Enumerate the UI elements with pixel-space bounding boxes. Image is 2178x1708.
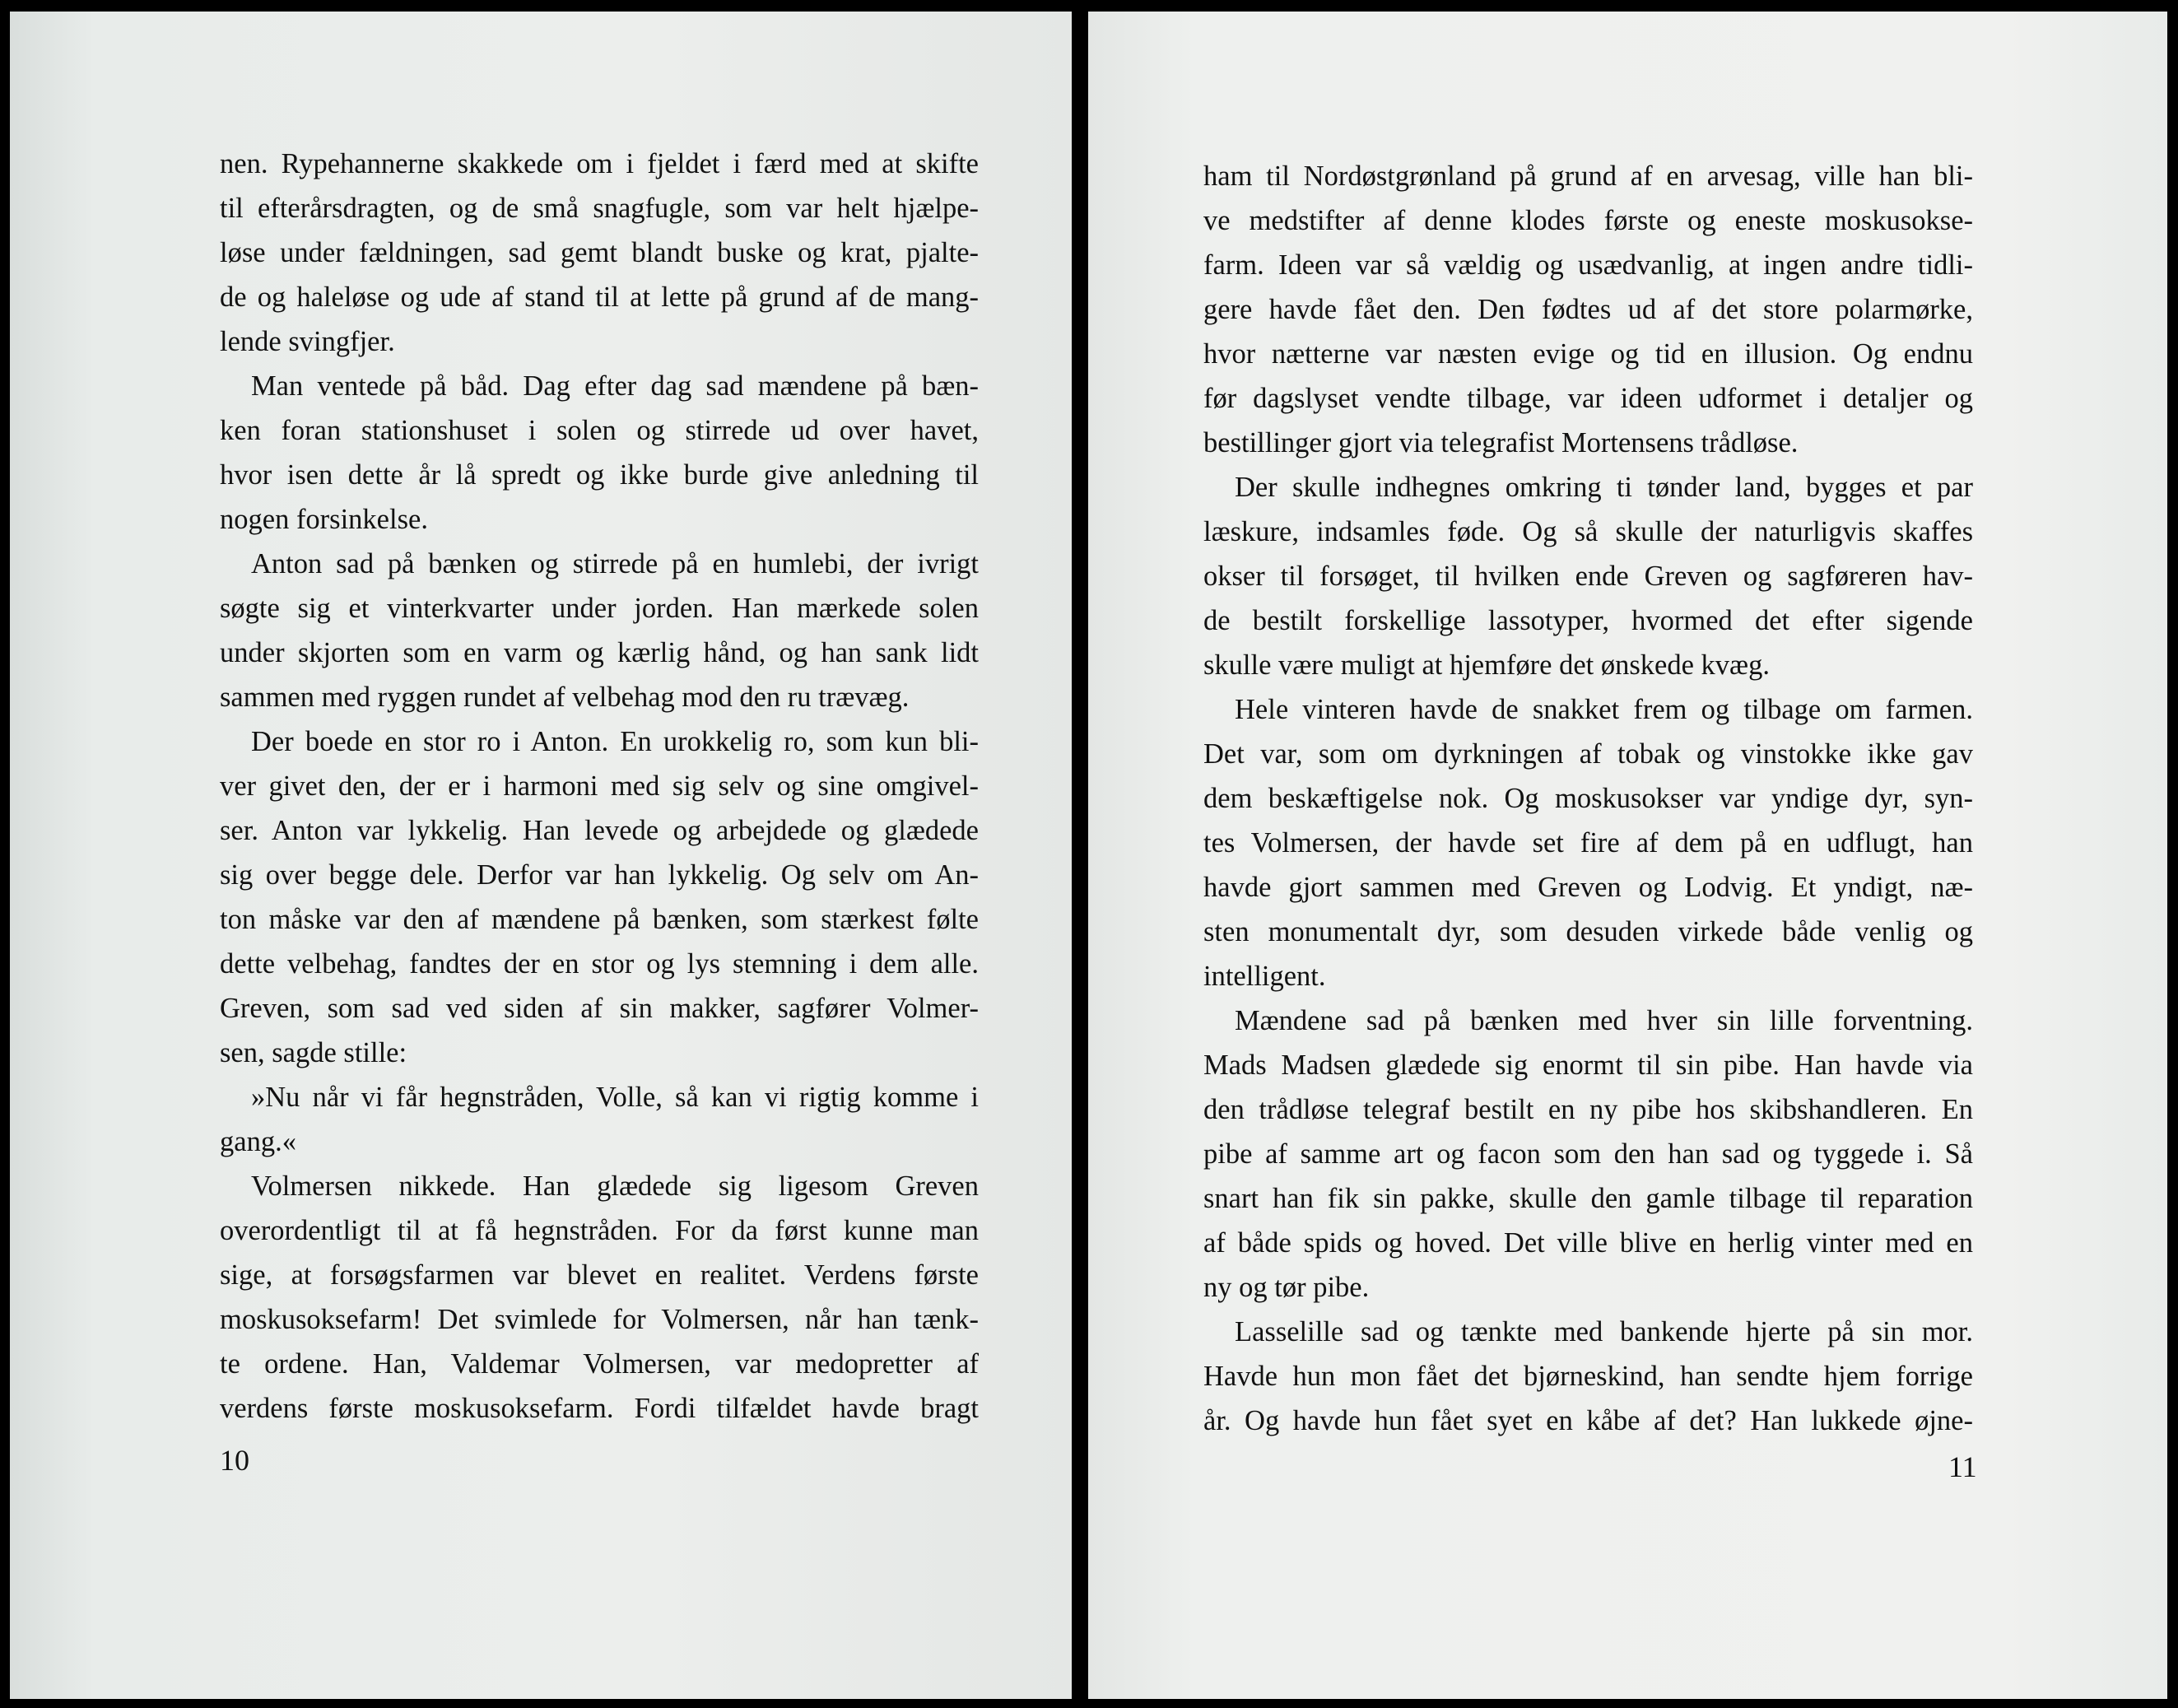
text-line: ver givet den, der er i harmoni med sig selv og sine omgivel- xyxy=(220,770,979,802)
text-line: pibe af samme art og facon som den han sad og tyggede i. Så xyxy=(1203,1138,1973,1170)
text-line: Greven, som sad ved siden af sin makker, sagfører Volmer- xyxy=(220,993,979,1024)
text-line: før dagslyset vendte tilbage, var ideen udformet i detaljer og xyxy=(1203,383,1973,414)
text-line: under skjorten som en varm og kærlig hånd, og han sank lidt xyxy=(220,637,979,668)
text-line: ve medstifter af denne klodes første og eneste moskusokse- xyxy=(1203,205,1973,236)
text-line: ny og tør pibe. xyxy=(1203,1272,1370,1303)
text-line: hvor isen dette år lå spredt og ikke burde give anledning til xyxy=(220,459,979,491)
text-line: lende svingfjer. xyxy=(220,326,395,357)
text-line: Mændene sad på bænken med hver sin lille forventning. xyxy=(1235,1005,1973,1036)
text-line: sten monumentalt dyr, som desuden virkede både venlig og xyxy=(1203,916,1973,947)
text-line: sen, sagde stille: xyxy=(220,1037,407,1068)
right-page xyxy=(1088,12,2167,1699)
text-line: gang.« xyxy=(220,1126,296,1157)
text-line: intelligent. xyxy=(1203,961,1326,992)
text-line: dem beskæftigelse nok. Og moskusokser var yndige dyr, syn- xyxy=(1203,783,1973,814)
text-line: de og haleløse og ude af stand til at lette på grund af de mang- xyxy=(220,282,979,313)
text-line: år. Og havde hun fået syet en kåbe af det? Han lukkede øjne- xyxy=(1203,1405,1973,1436)
text-line: Man ventede på båd. Dag efter dag sad mændene på bæn- xyxy=(251,370,979,402)
right-page-text xyxy=(1203,154,1973,1443)
text-line: Havde hun mon fået det bjørneskind, han sendte hjem forrige xyxy=(1203,1361,1973,1392)
text-line: søgte sig et vinterkvarter under jorden. Han mærkede solen xyxy=(220,593,979,624)
text-line: den trådløse telegraf bestilt en ny pibe hos skibshandleren. En xyxy=(1203,1094,1973,1125)
text-line: bestillinger gjort via telegrafist Mortensens trådløse. xyxy=(1203,427,1799,458)
text-line: tes Volmersen, der havde set fire af dem på en udflugt, han xyxy=(1203,827,1973,859)
text-line: »Nu når vi får hegnstråden, Volle, så kan vi rigtig komme i xyxy=(251,1082,979,1113)
text-line: nen. Rypehannerne skakkede om i fjeldet i færd med at skifte xyxy=(220,148,979,179)
text-line: Hele vinteren havde de snakket frem og tilbage om farmen. xyxy=(1235,694,1973,725)
text-line: dette velbehag, fandtes der en stor og lys stemning i dem alle. xyxy=(220,948,979,980)
text-line: Der boede en stor ro i Anton. En urokkelig ro, som kun bli- xyxy=(251,726,979,757)
text-line: læskure, indsamles føde. Og så skulle der naturligvis skaffes xyxy=(1203,516,1973,547)
left-page xyxy=(10,12,1072,1699)
right-page-number: 11 xyxy=(1948,1450,1977,1483)
text-line: gere havde fået den. Den fødtes ud af det store polarmørke, xyxy=(1203,294,1973,325)
text-line: sig over begge dele. Derfor var han lykkelig. Og selv om An- xyxy=(220,859,979,891)
text-line: Lasselille sad og tænkte med bankende hjerte på sin mor. xyxy=(1235,1316,1973,1347)
left-page-text xyxy=(220,142,979,1431)
text-line: verdens første moskusoksefarm. Fordi tilfældet havde bragt xyxy=(220,1393,979,1424)
text-line: ton måske var den af mændene på bænken, som stærkest følte xyxy=(220,904,979,935)
text-line: te ordene. Han, Valdemar Volmersen, var medopretter af xyxy=(220,1348,979,1380)
text-line: moskusoksefarm! Det svimlede for Volmersen, når han tænk- xyxy=(220,1304,979,1335)
text-line: overordentligt til at få hegnstråden. For da først kunne man xyxy=(220,1215,979,1246)
left-page-number: 10 xyxy=(220,1444,249,1477)
text-line: af både spids og hoved. Det ville blive en herlig vinter med en xyxy=(1203,1227,1973,1259)
text-line: de bestilt forskellige lassotyper, hvormed det efter sigende xyxy=(1203,605,1973,636)
text-line: snart han fik sin pakke, skulle den gamle tilbage til reparation xyxy=(1203,1183,1973,1214)
text-line: ser. Anton var lykkelig. Han levede og arbejdede og glædede xyxy=(220,815,979,846)
text-line: sige, at forsøgsfarmen var blevet en realitet. Verdens første xyxy=(220,1259,979,1291)
text-line: hvor nætterne var næsten evige og tid en illusion. Og endnu xyxy=(1203,338,1973,370)
text-line: skulle være muligt at hjemføre det ønskede kvæg. xyxy=(1203,649,1770,681)
text-line: sammen med ryggen rundet af velbehag mod den ru trævæg. xyxy=(220,682,910,713)
text-line: Der skulle indhegnes omkring ti tønder land, bygges et par xyxy=(1235,472,1973,503)
text-line: løse under fældningen, sad gemt blandt buske og krat, pjalte- xyxy=(220,237,979,268)
text-line: ken foran stationshuset i solen og stirrede ud over havet, xyxy=(220,415,979,446)
text-line: ham til Nordøstgrønland på grund af en arvesag, ville han bli- xyxy=(1203,161,1973,192)
text-line: Volmersen nikkede. Han glædede sig ligesom Greven xyxy=(251,1170,979,1202)
text-line: Anton sad på bænken og stirrede på en humlebi, der ivrigt xyxy=(251,548,979,579)
text-line: okser til forsøget, til hvilken ende Greven og sagføreren hav- xyxy=(1203,561,1973,592)
text-line: til efterårsdragten, og de små snagfugle, som var helt hjælpe- xyxy=(220,193,979,224)
text-line: havde gjort sammen med Greven og Lodvig. Et yndigt, næ- xyxy=(1203,872,1973,903)
text-line: Det var, som om dyrkningen af tobak og vinstokke ikke gav xyxy=(1203,738,1973,770)
text-line: nogen forsinkelse. xyxy=(220,504,428,535)
text-line: farm. Ideen var så vældig og usædvanlig, at ingen andre tidli- xyxy=(1203,249,1973,281)
text-line: Mads Madsen glædede sig enormt til sin pibe. Han havde via xyxy=(1203,1049,1973,1081)
